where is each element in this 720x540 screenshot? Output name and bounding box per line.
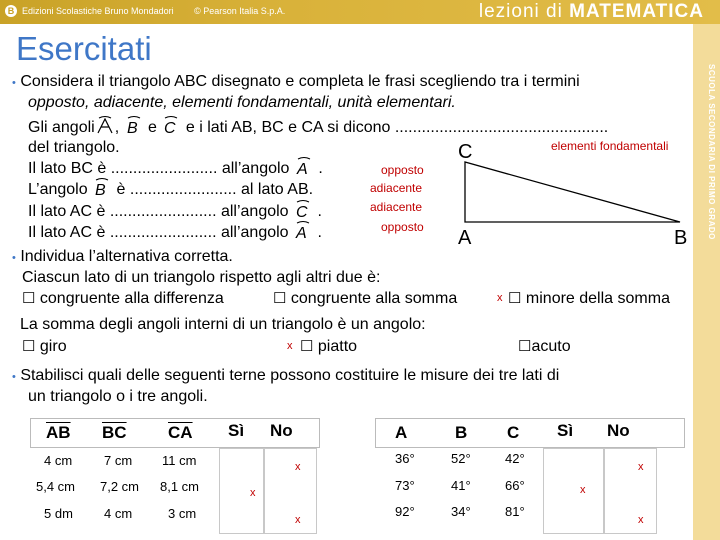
publisher-info xyxy=(22,6,303,16)
q1-option-2[interactable]: ☐ congruente alla somma xyxy=(273,290,458,307)
selected-mark: x xyxy=(287,340,293,352)
question-1: Il lato BC è ........................ all’angolo A . xyxy=(28,157,323,178)
angles-table xyxy=(375,418,685,536)
q2-option-1[interactable]: ☐ giro xyxy=(22,338,67,355)
publisher-logo-icon: B xyxy=(5,5,17,17)
brand-title xyxy=(479,1,704,23)
sides-table xyxy=(30,418,320,536)
checkbox-icon[interactable]: ☐ xyxy=(273,290,287,307)
header-ca: $\overline{CA}$ xyxy=(168,423,193,442)
svg-text:C: C xyxy=(164,120,176,136)
angle-a-icon xyxy=(294,157,314,177)
answer-4: opposto xyxy=(381,220,424,234)
angle-c-icon xyxy=(161,116,181,136)
table-cell: 5,4 cm xyxy=(36,479,76,494)
answer-2: adiacente xyxy=(370,181,423,195)
section3-line1: • Stabilisci quali delle seguenti terne possono costituire le misure dei tre lati di xyxy=(12,367,560,384)
section2-q2: La somma degli angoli interni di un triangolo è un angolo: xyxy=(20,316,426,333)
vertex-a-label: A xyxy=(458,227,472,249)
answer-mark: x xyxy=(295,514,301,526)
triangle-shape xyxy=(465,162,680,222)
angle-a-icon xyxy=(95,116,115,136)
svg-text:C: C xyxy=(296,204,308,220)
side-label: SCUOLA SECONDARIA DI PRIMO GRADO xyxy=(707,64,716,240)
q1-option-3[interactable]: ☐ minore della somma xyxy=(508,290,670,307)
selected-mark: x xyxy=(497,292,503,304)
answer-mark: x xyxy=(580,484,586,496)
no-column[interactable] xyxy=(263,448,317,534)
table-cell: 34° xyxy=(451,504,471,519)
table-cell: 73° xyxy=(395,478,415,493)
section2-line1: • Individua l’alternativa corretta. xyxy=(12,248,233,265)
header-no: No xyxy=(270,421,293,440)
vertex-c-label: C xyxy=(458,141,473,163)
triangle-figure xyxy=(450,140,700,250)
checkbox-icon[interactable]: ☐ xyxy=(22,338,36,355)
vertex-b-label: B xyxy=(674,227,688,249)
question-2: L’angolo B è ........................ al lato AB. xyxy=(28,178,313,199)
table-cell: 66° xyxy=(505,478,525,493)
q2-option-3[interactable]: ☐acuto xyxy=(518,338,571,355)
header-angle-a: A xyxy=(395,423,408,442)
table-cell: 7,2 cm xyxy=(100,479,140,494)
svg-text:B: B xyxy=(126,120,138,136)
si-column[interactable] xyxy=(219,448,265,534)
brand-bold: MATEMATICA xyxy=(569,1,704,22)
checkbox-icon[interactable]: ☐ xyxy=(300,338,314,355)
si-column[interactable] xyxy=(543,448,605,534)
table-cell: 8,1 cm xyxy=(160,479,200,494)
bullet-icon: • xyxy=(12,252,16,264)
header-angle-b: B xyxy=(455,423,468,442)
table-cell: 5 dm xyxy=(44,506,73,521)
copyright: © Pearson Italia S.p.A. xyxy=(194,6,286,16)
table-cell: 81° xyxy=(505,504,525,519)
side-band xyxy=(693,24,720,540)
table-cell: 36° xyxy=(395,451,415,466)
q2-option-2[interactable]: ☐ piatto xyxy=(300,338,358,355)
answer-1: opposto xyxy=(381,163,424,177)
header-no: No xyxy=(607,421,630,440)
answer-mark: x xyxy=(638,514,644,526)
section3-line2: un triangolo o i tre angoli. xyxy=(28,388,208,405)
table-cell: 92° xyxy=(395,504,415,519)
answer-3: adiacente xyxy=(370,200,423,214)
angle-a-icon xyxy=(293,221,313,241)
brand-light: lezioni di xyxy=(478,1,563,22)
table-cell: 4 cm xyxy=(104,506,133,521)
table-cell: 7 cm xyxy=(104,453,133,468)
angle-c-icon xyxy=(293,200,313,220)
section2-q1: Ciascun lato di un triangolo rispetto agli altri due è: xyxy=(22,269,381,286)
answer-mark: x xyxy=(638,461,644,473)
table-cell: 4 cm xyxy=(44,453,73,468)
angle-b-icon xyxy=(92,178,112,198)
checkbox-icon[interactable]: ☐ xyxy=(518,338,532,355)
table-cell: 52° xyxy=(451,451,471,466)
header-si: Sì xyxy=(228,421,245,440)
page-title: Esercitati xyxy=(16,30,152,67)
angle-b-icon xyxy=(124,116,144,136)
bullet-icon: • xyxy=(12,77,16,89)
svg-text:A: A xyxy=(296,225,307,241)
checkbox-icon[interactable]: ☐ xyxy=(22,290,36,307)
bullet-icon: • xyxy=(12,371,16,383)
question-4: Il lato AC è ........................ all’angolo A . xyxy=(28,221,322,242)
answer-mark: x xyxy=(295,461,301,473)
header-ab: $\overline{AB}$ xyxy=(46,423,71,442)
checkbox-icon[interactable]: ☐ xyxy=(508,290,522,307)
angles-table-header xyxy=(375,418,685,448)
section1-line4: del triangolo. xyxy=(28,139,120,156)
header-si: Sì xyxy=(557,421,574,440)
question-3: Il lato AC è ........................ all’angolo C . xyxy=(28,200,322,221)
table-cell: 3 cm xyxy=(168,506,197,521)
header-bar xyxy=(0,0,720,24)
svg-text:A: A xyxy=(296,161,308,177)
answer-0: elementi fondamentali xyxy=(551,139,669,153)
table-cell: 11 cm xyxy=(162,453,197,468)
section1-line3: Gli angoli , B e C e i lati AB, BC e CA si dicono ................................................ xyxy=(28,116,608,137)
header-angle-c: C xyxy=(507,423,520,442)
svg-text:B: B xyxy=(95,182,106,198)
answer-mark: x xyxy=(250,487,256,499)
section1-line1: • Considera il triangolo ABC disegnato e completa le frasi scegliendo tra i termini xyxy=(12,73,580,90)
no-column[interactable] xyxy=(603,448,657,534)
q1-option-1[interactable]: ☐ congruente alla differenza xyxy=(22,290,224,307)
section1-terms: opposto, adiacente, elementi fondamentali, unità elementari. xyxy=(28,94,456,111)
header-bc: $\overline{BC}$ xyxy=(102,423,127,442)
table-cell: 41° xyxy=(451,478,471,493)
publisher-name: Edizioni Scolastiche Bruno Mondadori xyxy=(22,6,174,16)
table-cell: 42° xyxy=(505,451,525,466)
